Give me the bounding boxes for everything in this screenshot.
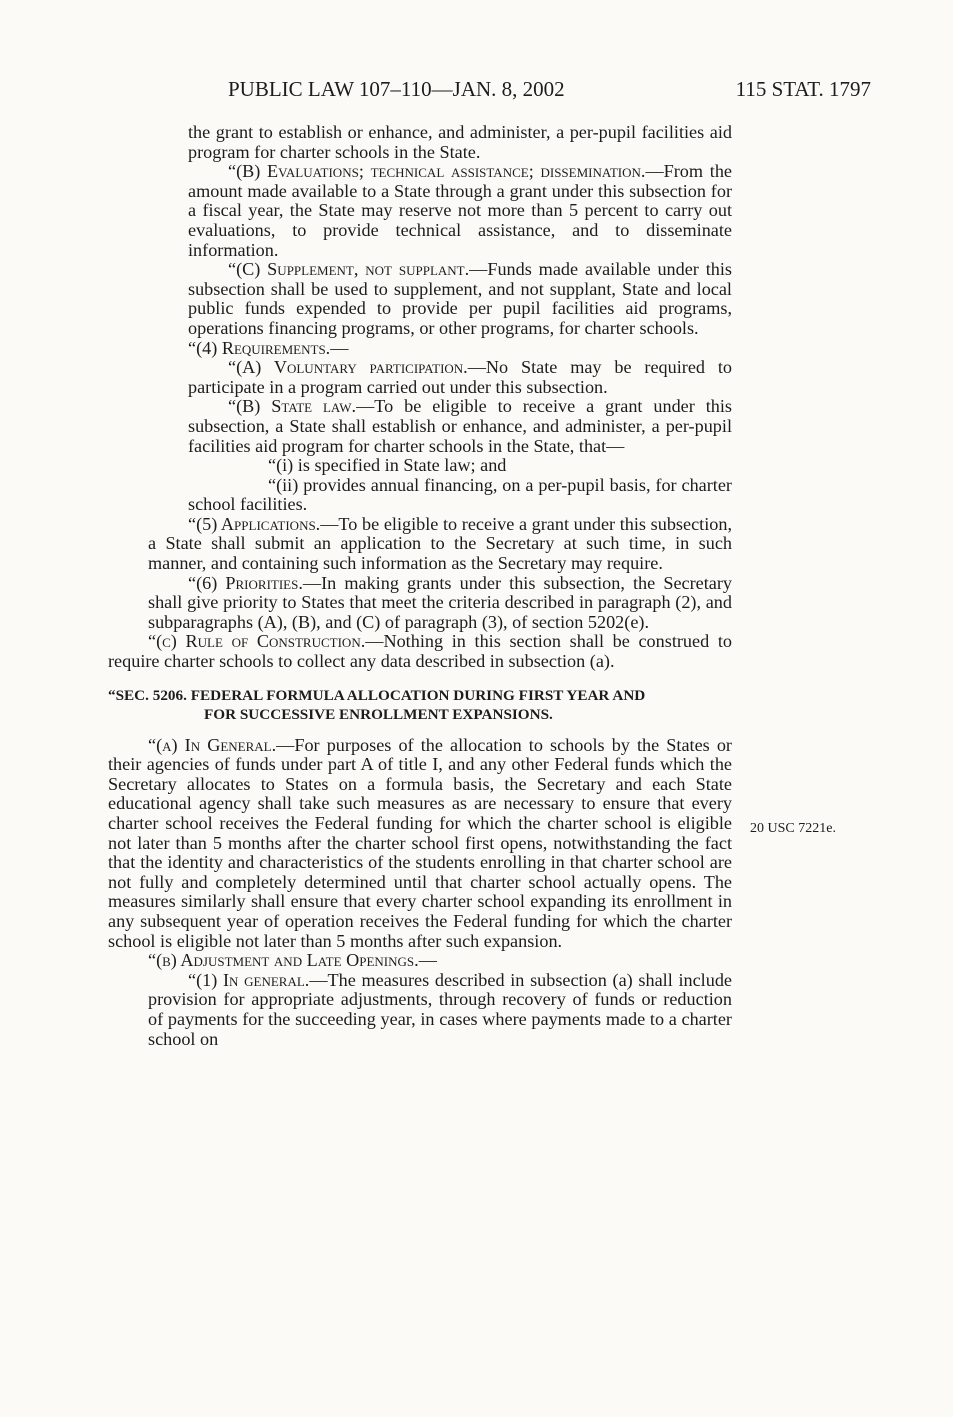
clause-i: “(i) is specified in State law; and: [268, 455, 507, 476]
paragraph-heading: “(B) State law.: [228, 396, 357, 417]
paragraph-text: —Nothing in this section shall be construed to require charter schools to collect any data described in subsection (a).: [108, 631, 732, 672]
section-heading-line1: “SEC. 5206. FEDERAL FORMULA ALLOCATION DURING FIRST YEAR AND: [108, 686, 646, 704]
section-heading: [108, 686, 732, 724]
paragraph-priorities: [108, 574, 732, 633]
paragraph-voluntary-participation: [108, 358, 732, 397]
page-body: [108, 123, 732, 1049]
paragraph-in-general: [108, 736, 732, 952]
paragraph-heading: “(b) Adjustment and Late Openings.: [148, 950, 419, 971]
paragraph-requirements: [108, 339, 732, 359]
paragraph-text: —For purposes of the allocation to schools by the States or their agencies of funds under part A of title I, and any other Federal funds which the Secretary allocates to States on a formula basis, the Secretary and each State educational agency shall take such measures as are necessary to ensure that every charter school receives the Federal funding for which the charter school is eligible not later than 5 months after the charter school first opens, notwithstanding the fact that the identity and characteristics of the students enrolling in that charter school are not fully and completely determined until that charter school actually opens. The measures similarly shall ensure that every charter school expanding its enrollment in any subsequent year of operation receives the Federal funding for which the charter school is eligible not later than 5 months after such expansion.: [108, 734, 732, 951]
paragraph-text: —No State may be required to participate in a program carried out under this subsection.: [188, 357, 732, 397]
header-law-citation: PUBLIC LAW 107–110—JAN. 8, 2002: [228, 77, 565, 101]
paragraph-heading: “(5) Applications.: [188, 513, 321, 534]
paragraph-text: —: [418, 950, 437, 971]
running-header: [228, 74, 871, 104]
paragraph-rule-of-construction: [108, 632, 732, 671]
paragraph-applications: [108, 515, 732, 574]
paragraph-heading: “(1) In general.: [188, 969, 310, 990]
paragraph-adjustment-in-general: [108, 971, 732, 1049]
paragraph-text: —In making grants under this subsection, the Secretary shall give priority to States that meet the criteria described in paragraph (2), and subparagraphs (A), (B), and (C) of paragraph (3), of section 5202(e).: [148, 572, 732, 632]
paragraph-continuation: the grant to establish or enhance, and administer, a per-pupil facilities aid program for charter schools in the State.: [188, 122, 732, 162]
header-stat-page: 115 STAT. 1797: [735, 77, 871, 101]
paragraph-text: —Funds made available under this subsection shall be used to supplement, and not supplant, State and local public funds expended to provide per pupil facilities aid programs, operations financing programs, or other programs, for charter schools.: [188, 259, 733, 338]
paragraph-text: —The measures described in subsection (a) shall include provision for appropriate adjustments, through recovery of funds or reduction of payments for the succeeding year, in cases where payments made to a charter school on: [148, 969, 732, 1049]
paragraph-text: —: [330, 337, 349, 358]
section-heading-line2: FOR SUCCESSIVE ENROLLMENT EXPANSIONS.: [204, 705, 553, 723]
paragraph-heading: “(A) Voluntary participation.: [228, 357, 468, 378]
clause-ii: “(ii) provides annual financing, on a per-pupil basis, for charter school facilities.: [188, 474, 732, 515]
paragraph-evaluations: [108, 162, 732, 260]
paragraph-heading: “(a) In General.: [148, 734, 277, 755]
paragraph-state-law: [108, 397, 732, 456]
paragraph-heading: “(B) Evaluations; technical assistance; dissemination.: [228, 161, 646, 182]
paragraph-heading: “(c) Rule of Construction.: [148, 631, 366, 652]
paragraph-text: —To be eligible to receive a grant under this subsection, a State shall submit an application to the Secretary at such time, in such manner, and containing such information as the Secretary may require.: [148, 513, 732, 574]
paragraph-adjustment: [108, 951, 732, 971]
paragraph-text: —From the amount made available to a State through a grant under this subsection for a fiscal year, the State may reserve not more than 5 percent to carry out evaluations, to provide technical assistance, and to disseminate information.: [188, 161, 732, 260]
paragraph-text: —To be eligible to receive a grant under this subsection, a State shall establish or enhance, and administer, a per-pupil facilities aid program for charter schools in the State, that—: [188, 396, 732, 456]
margin-usc-citation: 20 USC 7221e.: [750, 821, 836, 836]
paragraph-heading: “(4) Requirements.: [188, 337, 331, 358]
paragraph-heading: “(C) Supplement, not supplant.: [228, 259, 470, 280]
paragraph-heading: “(6) Priorities.: [188, 572, 303, 593]
paragraph-supplement: [108, 260, 732, 338]
